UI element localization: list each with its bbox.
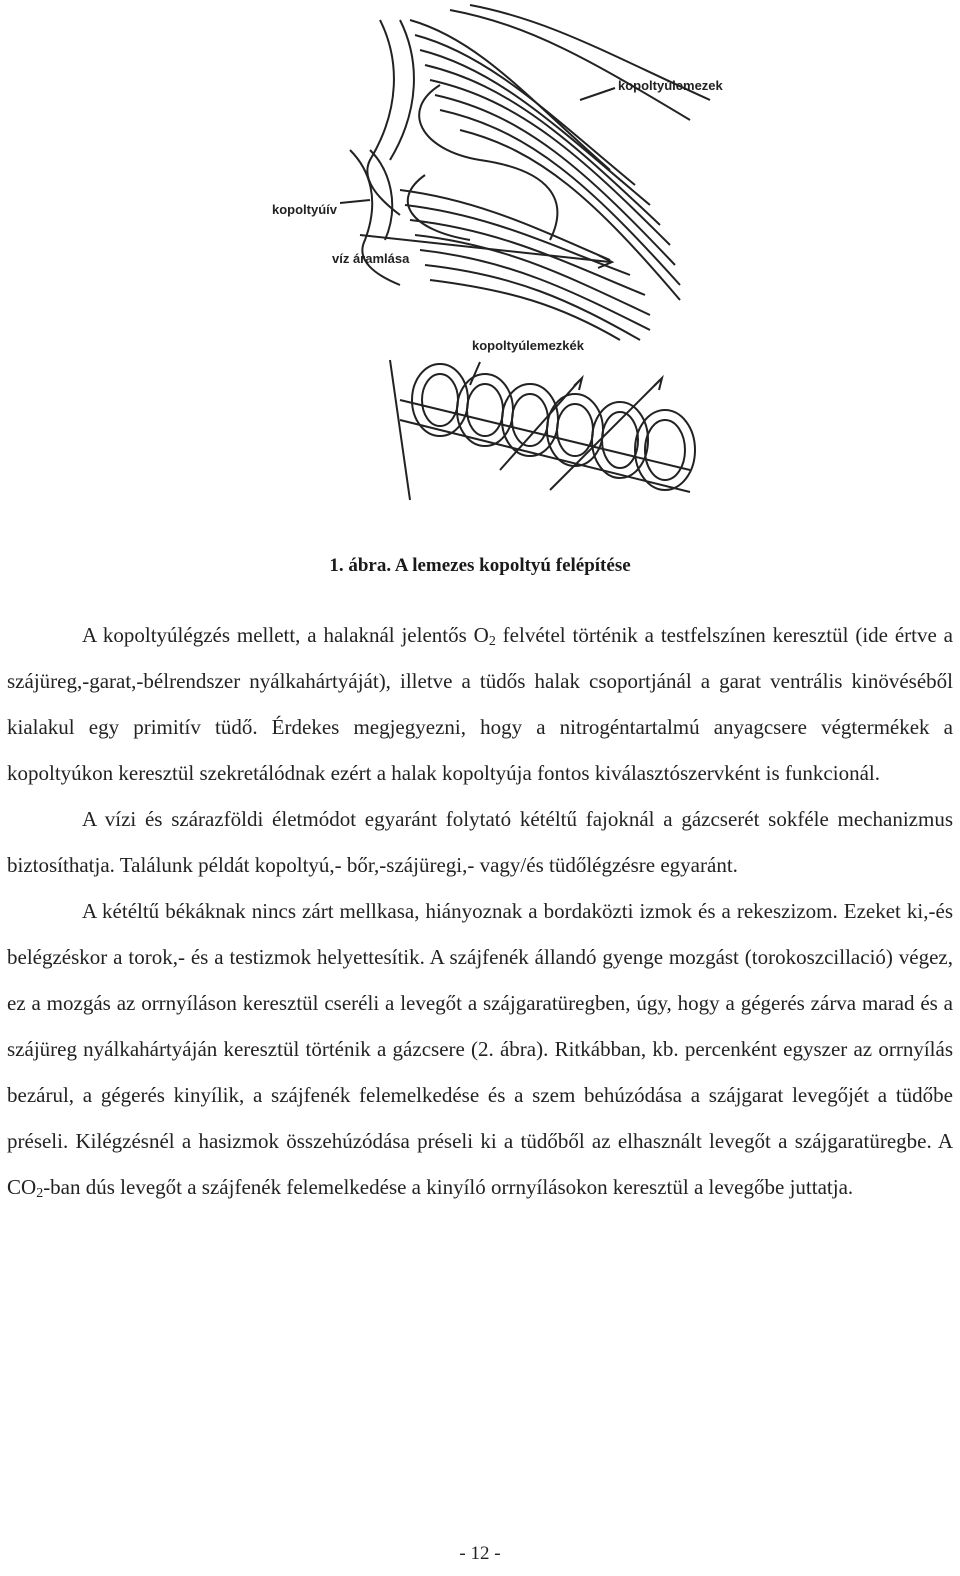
caption-text: A lemezes kopoltyú felépítése [394,555,631,576]
paragraph-3 [7,888,953,1210]
paragraph-1 [7,612,953,796]
gill-structure-figure [250,0,810,520]
paragraph-1-part-a: A kopoltyúlégzés mellett, a halaknál jelentős O [82,623,489,647]
figure-caption [0,555,960,577]
paragraph-2: A vízi és szárazföldi életmódot egyaránt folytató kétéltű fajoknál a gázcserét sokféle mechanizmus biztosíthatja. Találunk példát kopoltyú,- bőr,-szájüregi,- vagy/és tüdőlégzésre egyaránt. [7,807,953,877]
paragraph-3-part-b: -ban dús levegőt a szájfenék felemelkedése a kinyíló orrnyílásokon keresztül a levegőbe juttatja. [43,1175,854,1199]
subscript-co2: 2 [36,1186,44,1201]
label-gill-filaments: kopoltyúlemezek [618,78,723,93]
gill-illustration [250,0,810,520]
gill-arch-upper [367,20,400,215]
paragraph-3-part-a: A kétéltű békáknak nincs zárt mellkasa, hiányoznak a bordaközti izmok és a rekeszizom. Ezeket ki,-és belégzéskor a torok,- és a testizmok helyettesítik. A szájfenék állandó gyenge mozgást (torokoszcillació) végez, ez a mozgás az orrnyíláson keresztül cseréli a levegőt a szájgaratüregben, úgy, hogy a gégerés zárva marad és a szájüreg nyálkahártyáján keresztül történik a gázcsere (2. ábra). Ritkábban, kb. percenként egyszer az orrnyílás bezárul, a gégerés kinyílik, a szájfenék felemelkedése és a szem behúzódása a szájgarat levegőjét a tüdőbe préseli. Kilégzésnél a hasizmok összehúzódása préseli ki a tüdőből az elhasznált levegőt a szájgaratüregbe. A CO [7,899,953,1199]
label-gill-lamellae: kopoltyúlemezkék [472,338,584,353]
body-text [7,612,953,1210]
subscript-o2: 2 [488,634,496,649]
label-water-flow: víz áramlása [332,251,410,266]
paragraph-1-part-b: felvétel történik a testfelszínen keresztül (ide értve a szájüreg,-garat,-bélrendszer nyálkahártyáját), illetve a tüdős halak csoportjánál a garat ventrális kinövéséből kialakul egy primitív tüdő. Érdekes megjegyezni, hogy a nitrogéntartalmú anyagcsere végtermékek a kopoltyúkon keresztül szekretálódnak ezért a halak kopoltyúja fontos kiválasztószervként is funkcionál. [7,623,953,785]
page-number: - 12 - [459,1543,501,1564]
caption-number: 1. ábra. [329,555,392,576]
gill-lamellae-row [390,360,695,500]
label-gill-arch: kopoltyúív [272,202,338,217]
